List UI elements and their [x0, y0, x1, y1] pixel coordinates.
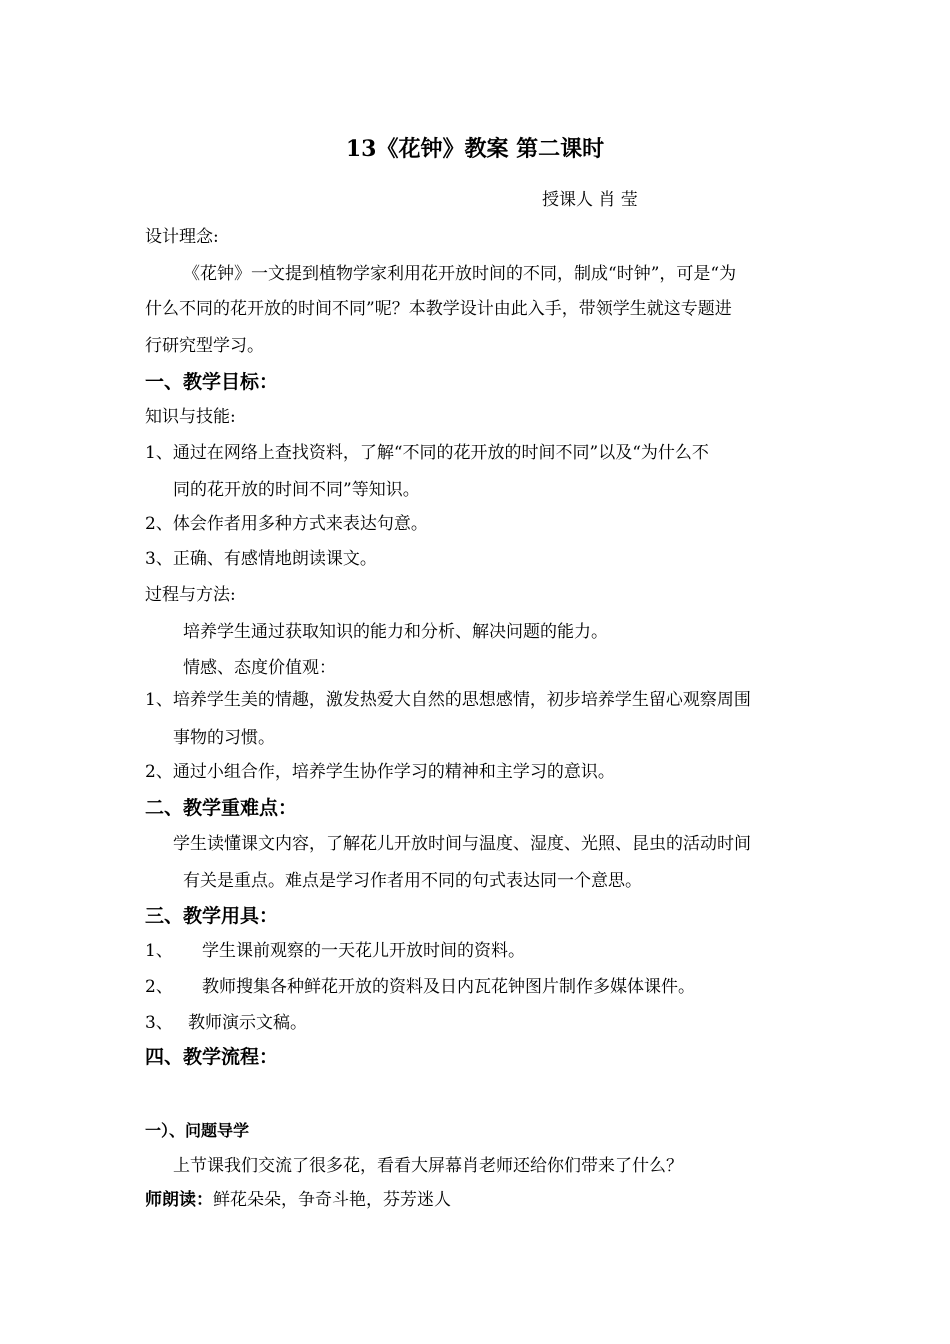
tool-item-text: 学生课前观察的一天花儿开放时间的资料。 [202, 941, 525, 961]
teacher-reading-text: 鲜花朵朵，争奇斗艳，芬芳迷人 [213, 1190, 451, 1210]
design-paragraph-line: 什么不同的花开放的时间不同”呢？本教学设计由此入手，带领学生就这专题进 [145, 299, 732, 319]
tool-item-text: 教师搜集各种鲜花开放的资料及日内瓦花钟图片制作多媒体课件。 [202, 977, 695, 997]
design-paragraph-line: 《花钟》一文提到植物学家利用花开放时间的不同，制成“时钟”，可是“为 [183, 264, 737, 284]
emotion-item-continued: 事物的习惯。 [173, 728, 275, 748]
design-label: 设计理念: [145, 227, 219, 247]
tool-item [145, 939, 815, 963]
flow-paragraph: 上节课我们交流了很多花，看看大屏幕肖老师还给你们带来了什么？ [173, 1156, 683, 1176]
emotion-item: 1、培养学生美的情趣，激发热爱大自然的思想感情，初步培养学生留心观察周围 [145, 690, 751, 710]
tool-item-number: 3、 [145, 1013, 173, 1033]
tool-item-number: 2、 [145, 977, 173, 997]
knowledge-item: 3、正确、有感情地朗读课文。 [145, 549, 377, 569]
emotion-item: 2、通过小组合作，培养学生协作学习的精神和主学习的意识。 [145, 762, 615, 782]
knowledge-label: 知识与技能: [145, 407, 236, 427]
section-heading-goals: 一、教学目标： [145, 371, 279, 393]
process-label: 过程与方法: [145, 585, 236, 605]
emotion-label: 情感、态度价值观： [183, 658, 336, 678]
tool-item-number: 1、 [145, 941, 173, 961]
tool-item [145, 1011, 815, 1035]
section-heading-tools: 三、教学用具： [145, 905, 279, 927]
knowledge-item: 1、通过在网络上查找资料，了解“不同的花开放的时间不同”以及“为什么不 [145, 443, 709, 463]
design-paragraph-line: 行研究型学习。 [145, 336, 264, 356]
teacher-reading-label: 师朗读： [145, 1190, 213, 1210]
document-title: 13《花钟》教案 第二课时 [345, 136, 605, 162]
difficulty-line: 学生读懂课文内容，了解花儿开放时间与温度、湿度、光照、昆虫的活动时间 [173, 834, 751, 854]
section-heading-difficulty: 二、教学重难点： [145, 797, 298, 819]
knowledge-item: 2、体会作者用多种方式来表达句意。 [145, 514, 428, 534]
knowledge-item-continued: 同的花开放的时间不同”等知识。 [173, 480, 420, 500]
section-heading-flow: 四、教学流程： [145, 1046, 279, 1068]
tool-item-text: 教师演示文稿。 [188, 1013, 307, 1033]
tool-item [145, 975, 815, 999]
author-line: 授课人 肖 莹 [542, 190, 638, 210]
teacher-reading-line [145, 1188, 815, 1212]
subsection-heading: 一）、问题导学 [145, 1121, 250, 1140]
difficulty-line: 有关是重点。难点是学习作者用不同的句式表达同一个意思。 [183, 871, 642, 891]
process-text: 培养学生通过获取知识的能力和分析、解决问题的能力。 [183, 622, 608, 642]
